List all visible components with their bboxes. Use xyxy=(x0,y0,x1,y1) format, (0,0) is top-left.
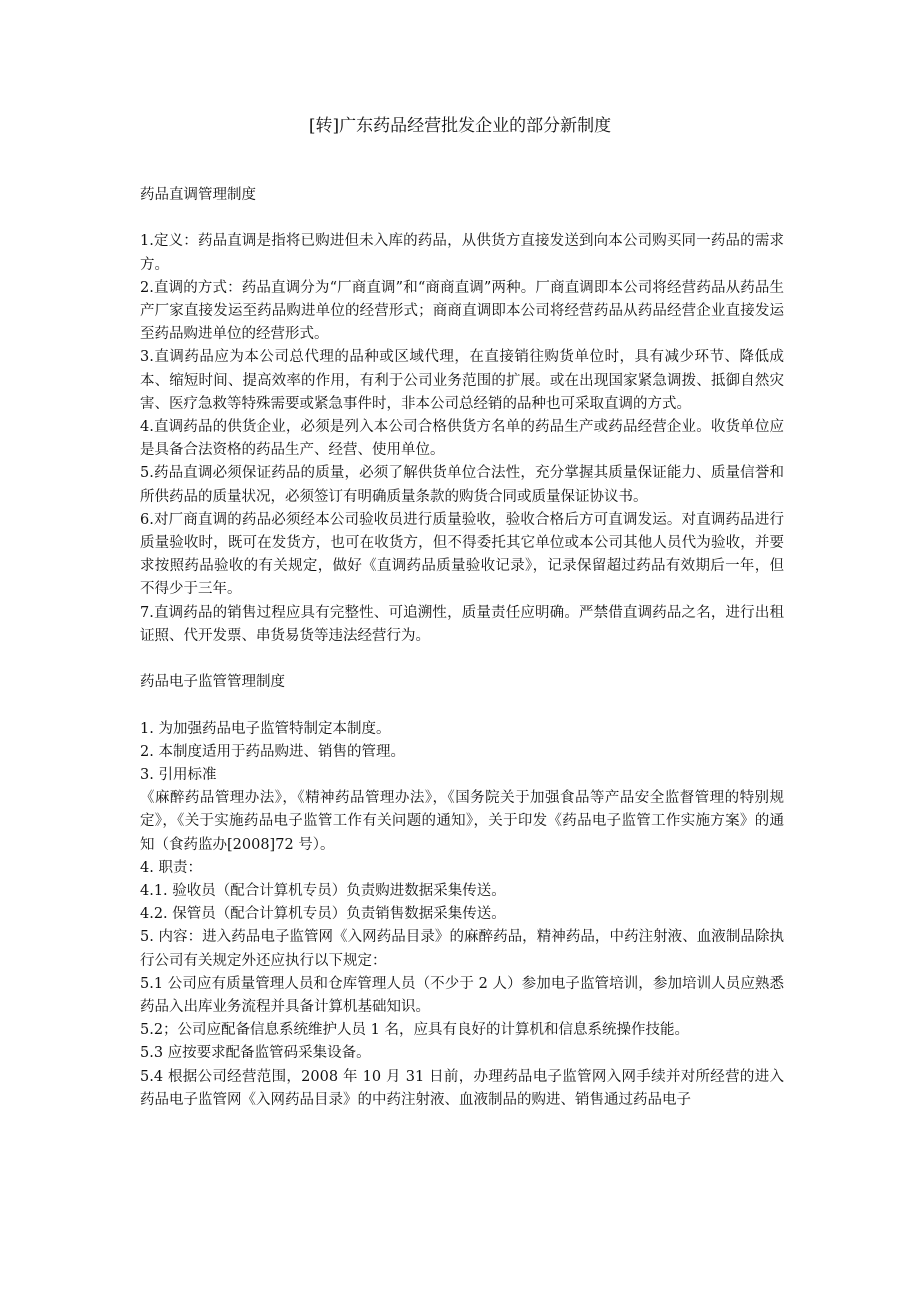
paragraph: 5.1 公司应有质量管理人员和仓库管理人员（不少于 2 人）参加电子监管培训，参加培训人员应熟悉药品入出库业务流程并具备计算机基础知识。 xyxy=(140,975,784,1016)
paragraph: 5.2；公司应配备信息系统维护人员 1 名，应具有良好的计算机和信息系统操作技能。 xyxy=(140,1022,690,1039)
paragraph: 3. 引用标准 xyxy=(140,767,217,784)
paragraph: 4.2. 保管员（配合计算机专员）负责销售数据采集传送。 xyxy=(140,906,506,923)
paragraph: 4.1. 验收员（配合计算机专员）负责购进数据采集传送。 xyxy=(140,883,506,900)
blank-line xyxy=(140,207,784,230)
paragraph: 5.4 根据公司经营范围，2008 年 10 月 31 日前，办理药品电子监管网入网手续并对所经营的进入药品电子监管网《入网药品目录》的中药注射液、血液制品的购进、销售通过药品电子 xyxy=(140,1068,784,1108)
paragraph: 6.对厂商直调的药品必须经本公司验收员进行质量验收，验收合格后方可直调发运。对直调药品进行质量验收时，既可在发货方，也可在收货方，但不得委托其它单位或本公司其他人员代为验收，并要求按照药品验收的有关规定，做好《直调药品质量验收记录》，记录保留超过药品有效期后一年，但不得少于三年。 xyxy=(140,511,784,598)
section-heading: 药品直调管理制度 xyxy=(140,187,256,203)
section-heading: 药品电子监管管理制度 xyxy=(140,674,285,691)
paragraph: 2. 本制度适用于药品购进、销售的管理。 xyxy=(140,743,405,760)
paragraph: 《麻醉药品管理办法》，《精神药品管理办法》，《国务院关于加强食品等产品安全监督管理的特别规定》，《关于实施药品电子监管工作有关问题的通知》，关于印发《药品电子监管工作实施方案》的通知（食药监办[2008]72 号）。 xyxy=(140,790,784,853)
paragraph: 3.直调药品应为本公司总代理的品种或区域代理，在直接销往购货单位时，具有减少环节、降低成本、缩短时间、提高效率的作用，有利于公司业务范围的扩展。或在出现国家紧急调拨、抵御自然灾害、医疗急救等特殊需要或紧急事件时，非本公司总经销的品种也可采取直调的方式。 xyxy=(140,349,784,412)
paragraph: 1. 为加强药品电子监管特制定本制度。 xyxy=(140,720,391,737)
section-electronic-supervision xyxy=(140,671,784,1112)
paragraph: 4. 职责： xyxy=(140,859,202,876)
paragraph: 2.直调的方式：药品直调分为“厂商直调”和“商商直调”两种。厂商直调即本公司将经营药品从药品生产厂家直接发运至药品购进单位的经营形式；商商直调即本公司将经营药品从药品经营企业直接发运至药品购进单位的经营形式。 xyxy=(140,279,784,343)
document-body xyxy=(140,184,784,1112)
paragraph: 1.定义：药品直调是指将已购进但未入库的药品，从供货方直接发送到向本公司购买同一药品的需求方。 xyxy=(140,233,784,273)
section-direct-transfer xyxy=(140,184,784,648)
blank-line xyxy=(140,648,784,671)
paragraph: 5. 内容：进入药品电子监管网《入网药品目录》的麻醉药品，精神药品，中药注射液、血液制品除执行公司有关规定外还应执行以下规定： xyxy=(140,929,784,969)
paragraph: 4.直调药品的供货企业，必须是列入本公司合格供货方名单的药品生产或药品经营企业。收货单位应是具备合法资格的药品生产、经营、使用单位。 xyxy=(140,419,784,459)
paragraph: 7.直调药品的销售过程应具有完整性、可追溯性，质量责任应明确。严禁借直调药品之名，进行出租证照、代开发票、串货易货等违法经营行为。 xyxy=(140,604,784,644)
blank-line xyxy=(140,694,784,717)
paragraph: 5.3 应按要求配备监管码采集设备。 xyxy=(140,1045,371,1062)
document-title: [转]广东药品经营批发企业的部分新制度 xyxy=(308,116,612,136)
paragraph: 5.药品直调必须保证药品的质量，必须了解供货单位合法性，充分掌握其质量保证能力、质量信誉和所供药品的质量状况，必须签订有明确质量条款的购货合同或质量保证协议书。 xyxy=(140,465,784,505)
